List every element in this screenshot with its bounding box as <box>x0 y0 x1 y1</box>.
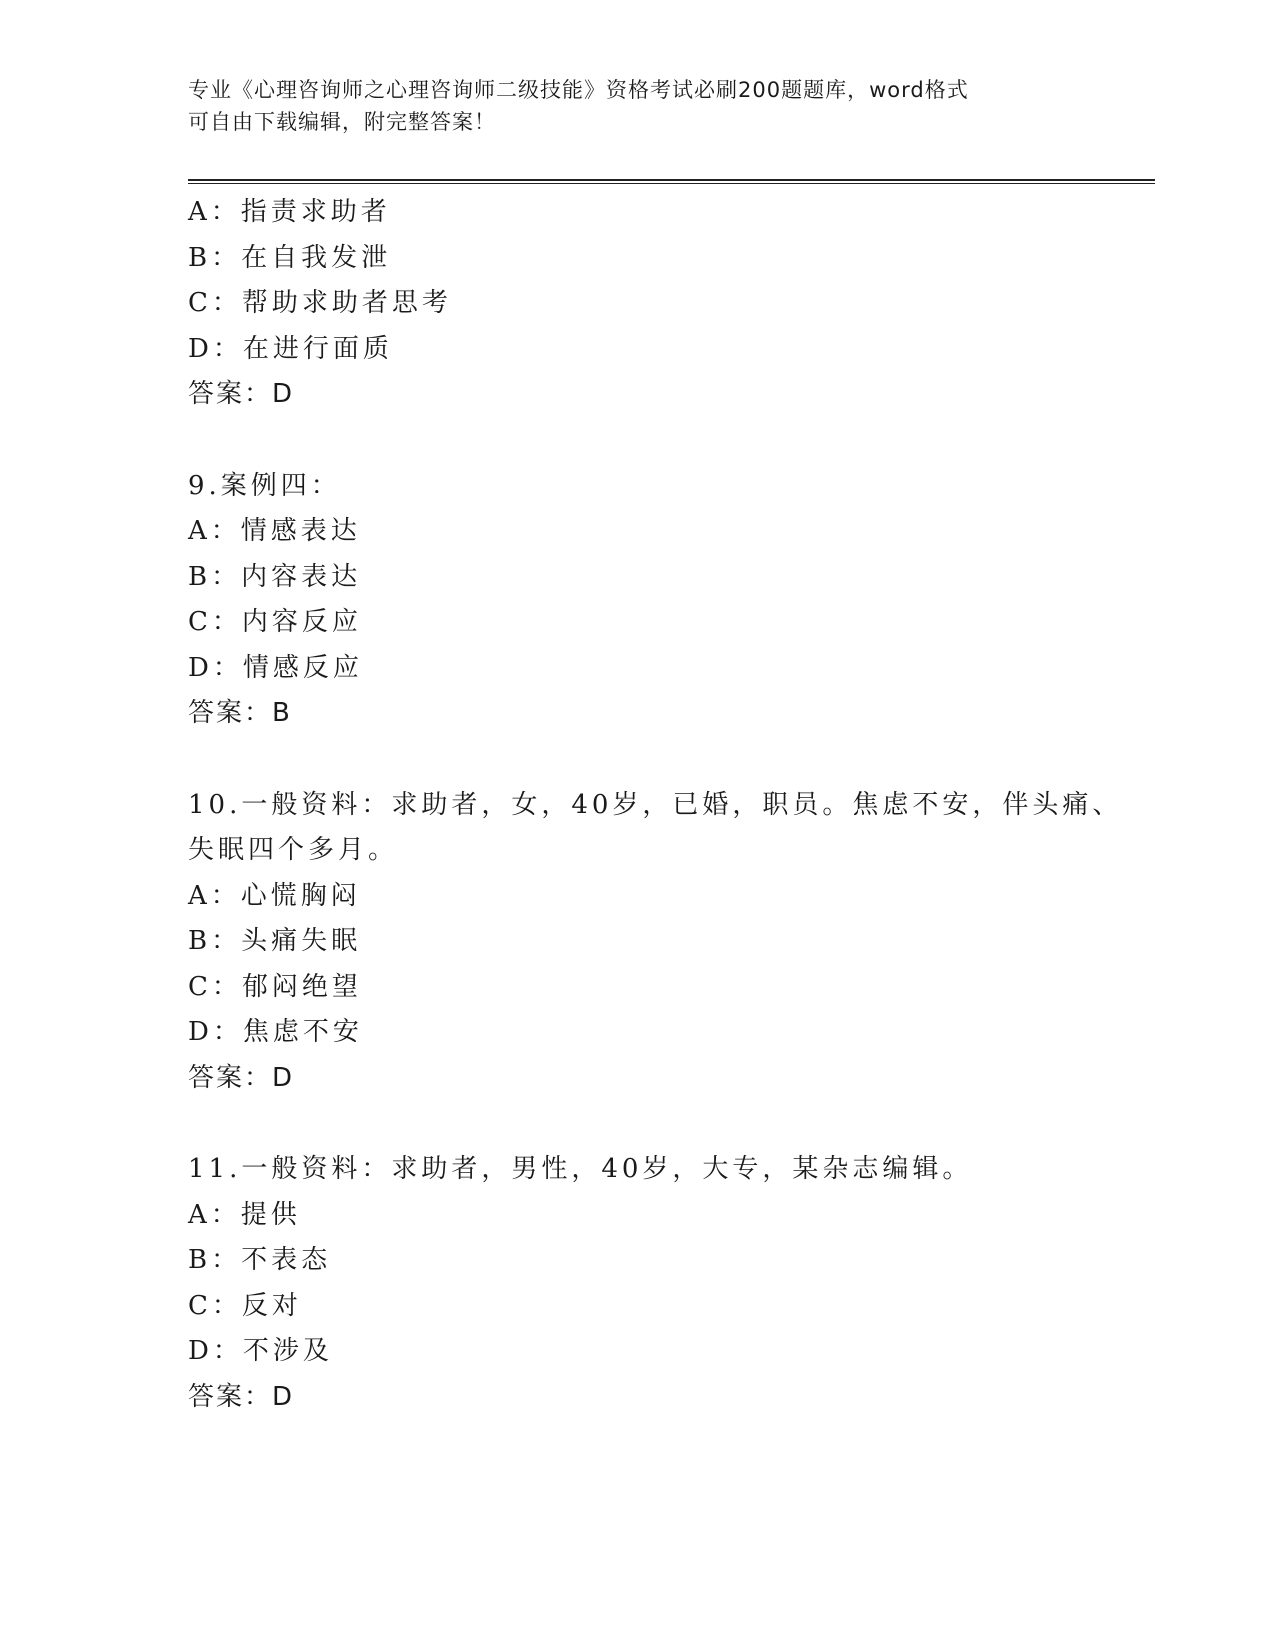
question-11 <box>188 1147 1088 1420</box>
option-c: C：内容反应 <box>188 607 362 637</box>
option-c: C：郁闷绝望 <box>188 971 362 1002</box>
answer: 答案：B <box>188 698 292 728</box>
option-a: A：心慌胸闷 <box>188 880 361 911</box>
spacer <box>188 1101 1088 1147</box>
question-stem-continued: 失眠四个多月。 <box>188 835 399 865</box>
option-c: C：帮助求助者思考 <box>188 288 452 318</box>
option-a: A：提供 <box>188 1199 301 1230</box>
spacer <box>188 737 1088 783</box>
option-c: C：反对 <box>188 1290 302 1321</box>
option-a: A：情感表达 <box>188 516 361 546</box>
header-line-1: 专业《心理咨询师之心理咨询师二级技能》资格考试必刷200题题库，word格式 <box>188 78 969 102</box>
question-9 <box>188 464 1088 737</box>
option-d: D：焦虑不安 <box>188 1017 363 1047</box>
question-stem: 11.一般资料：求助者，男性，40岁，大专，某杂志编辑。 <box>188 1154 973 1184</box>
option-d: D：情感反应 <box>188 652 363 683</box>
question-8 <box>188 190 1088 418</box>
option-a: A：指责求助者 <box>188 197 391 227</box>
spacer <box>188 418 1088 464</box>
option-d: D：在进行面质 <box>188 333 393 364</box>
option-b: B：头痛失眠 <box>188 926 362 956</box>
answer: 答案：D <box>188 1381 295 1412</box>
header-line-2: 可自由下载编辑，附完整答案！ <box>188 110 496 134</box>
question-stem: 9.案例四： <box>188 470 341 501</box>
question-10 <box>188 783 1123 1102</box>
option-d: D：不涉及 <box>188 1336 333 1366</box>
option-b: B：不表态 <box>188 1245 332 1275</box>
answer: 答案：D <box>188 379 295 409</box>
option-b: B：内容表达 <box>188 561 362 592</box>
document-header <box>188 74 1068 138</box>
answer: 答案：D <box>188 1062 295 1093</box>
header-divider <box>188 179 1155 184</box>
question-stem: 10.一般资料：求助者，女，40岁，已婚，职员。焦虑不安，伴头痛、 <box>188 789 1123 820</box>
option-b: B：在自我发泄 <box>188 242 392 273</box>
question-list <box>188 190 1123 1420</box>
